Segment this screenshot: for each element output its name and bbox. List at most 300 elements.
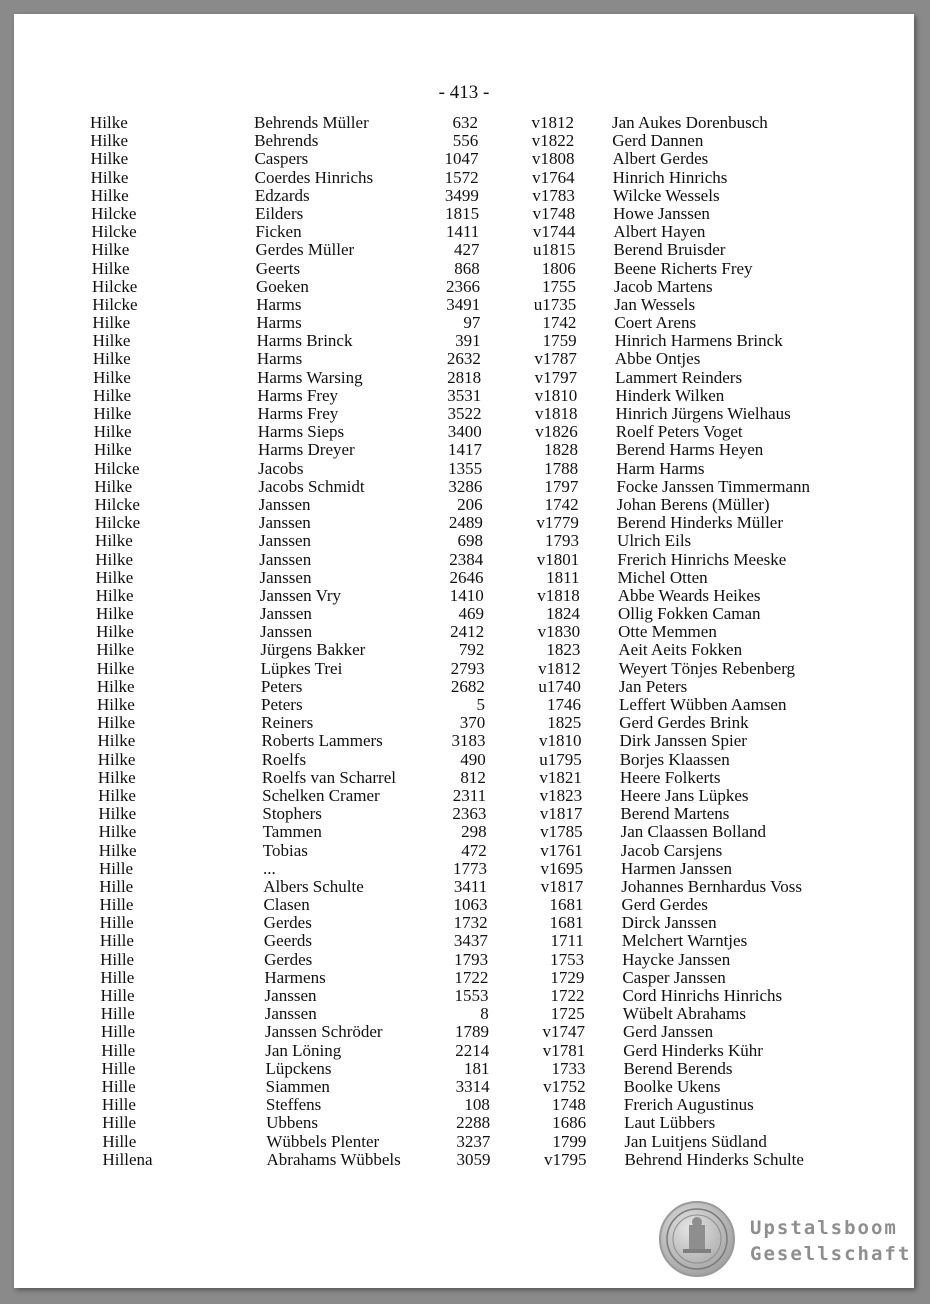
entry-number: 3286 <box>448 476 483 496</box>
given-name: Hille <box>101 1022 135 1042</box>
entry-number: 298 <box>461 822 487 842</box>
spouse-name: Dirck Janssen <box>621 913 717 933</box>
year: v1744 <box>532 222 576 242</box>
given-name: Hille <box>101 1095 136 1115</box>
surname: Tammen <box>262 822 322 842</box>
entry-number: 5 <box>476 695 486 714</box>
year: 1711 <box>550 931 584 951</box>
table-row <box>18 423 914 441</box>
spouse-name: Ollig Fokken Caman <box>617 604 761 624</box>
surname: Janssen <box>264 986 317 1005</box>
year: v1817 <box>540 876 584 896</box>
given-name: Hilke <box>93 367 131 387</box>
table-row <box>17 369 914 387</box>
surname: Caspers <box>254 149 309 169</box>
entry-number: 2366 <box>445 276 480 296</box>
table-row <box>20 569 915 587</box>
entry-number: 2632 <box>446 349 481 369</box>
given-name: Hilke <box>98 840 137 860</box>
year: u1740 <box>538 676 581 696</box>
entry-number: 472 <box>461 840 487 860</box>
surname: Janssen Schröder <box>265 1022 383 1042</box>
surname: Goeken <box>255 276 309 296</box>
given-name: Hilke <box>91 258 130 278</box>
surname: Behrends Müller <box>254 113 369 132</box>
spouse-name: Lammert Reinders <box>615 367 743 387</box>
spouse-name: Johan Berens (Müller) <box>616 494 770 514</box>
surname: Ubbens <box>266 1113 319 1133</box>
surname: Harms Sieps <box>257 422 345 442</box>
spouse-name: Jan Claassen Bolland <box>620 822 766 842</box>
table-row <box>25 1023 914 1041</box>
year: v1822 <box>531 131 575 151</box>
table-row <box>15 223 914 241</box>
surname: Harms <box>256 349 303 369</box>
surname: Janssen Vry <box>259 585 342 605</box>
given-name: Hilke <box>93 385 132 405</box>
spouse-name: Berend Harms Heyen <box>615 440 764 460</box>
surname: Lüpckens <box>265 1058 332 1078</box>
entry-number: 3522 <box>447 404 482 423</box>
table-row <box>19 551 914 569</box>
surname: Eilders <box>255 203 304 223</box>
given-name: Hille <box>99 858 134 878</box>
spouse-name: Ulrich Eils <box>617 531 692 551</box>
spouse-name: Heere Jans Lüpkes <box>620 785 749 805</box>
spouse-name: Heere Folkerts <box>619 767 721 787</box>
table-row <box>18 478 914 496</box>
table-row <box>23 823 914 841</box>
table-row <box>19 496 914 514</box>
given-name: Hille <box>100 1004 135 1024</box>
entry-number: 698 <box>457 531 484 551</box>
entry-number: 2412 <box>450 622 485 642</box>
year: 1748 <box>551 1095 586 1115</box>
year: 1811 <box>546 567 580 587</box>
year: v1785 <box>540 822 583 842</box>
given-name: Hilke <box>97 713 136 733</box>
surname: Geerts <box>255 258 301 278</box>
surname: Jacobs Schmidt <box>258 476 365 496</box>
given-name: Hilke <box>94 476 133 496</box>
spouse-name: Berend Hinderks Müller <box>616 513 784 533</box>
year: v1761 <box>540 840 583 860</box>
year: 1755 <box>541 276 576 296</box>
given-name: Hilcke <box>94 513 141 533</box>
given-name: Hilke <box>98 822 137 842</box>
given-name: Hilke <box>97 695 135 714</box>
entry-number: 3531 <box>447 385 482 405</box>
surname: Lüpkes Trei <box>260 658 343 678</box>
year: v1818 <box>535 404 578 423</box>
entry-number: 1572 <box>444 167 479 187</box>
entry-number: 1417 <box>447 440 482 460</box>
spouse-name: Michel Otten <box>617 567 708 587</box>
entry-number: 2214 <box>455 1040 490 1060</box>
entry-number: 3400 <box>447 422 482 442</box>
spouse-name: Frerich Augustinus <box>623 1095 754 1115</box>
year: v1830 <box>537 622 581 642</box>
year: 1793 <box>545 531 580 551</box>
given-name: Hilke <box>93 404 132 423</box>
table-row <box>21 714 914 732</box>
surname: Wübbels Plenter <box>266 1131 380 1151</box>
surname: Gerdes <box>263 913 312 933</box>
table-row <box>19 532 914 550</box>
spouse-name: Jan Peters <box>618 676 688 696</box>
name-register <box>14 114 914 1169</box>
year: 1806 <box>541 258 576 278</box>
spouse-name: Otte Memmen <box>618 622 717 642</box>
given-name: Hilcke <box>91 222 137 242</box>
given-name: Hilke <box>90 185 129 205</box>
table-row <box>26 1096 914 1114</box>
entry-number: 3237 <box>456 1131 491 1151</box>
page-number: - 413 - <box>438 82 490 103</box>
given-name: Hilcke <box>91 203 137 223</box>
surname: Roberts Lammers <box>261 731 383 751</box>
table-row <box>24 951 914 969</box>
given-name: Hilcke <box>92 294 138 314</box>
entry-number: 108 <box>464 1095 490 1115</box>
table-row <box>23 878 914 896</box>
table-row <box>18 460 914 478</box>
entry-number: 1410 <box>449 585 484 605</box>
given-name: Hilke <box>97 767 136 787</box>
entry-number: 3437 <box>453 931 488 951</box>
table-row <box>22 751 914 769</box>
table-row <box>17 332 914 350</box>
table-row <box>20 605 914 623</box>
year: v1818 <box>537 585 580 605</box>
entry-number: 370 <box>459 713 486 733</box>
entry-number: 1355 <box>448 458 483 478</box>
given-name: Hilke <box>92 313 131 333</box>
surname: Peters <box>261 695 303 714</box>
table-row <box>21 678 914 696</box>
given-name: Hilke <box>90 149 129 169</box>
spouse-name: Hinrich Hinrichs <box>612 167 728 187</box>
year: 1824 <box>545 604 580 624</box>
year: v1826 <box>535 422 578 442</box>
entry-number: 181 <box>463 1058 490 1078</box>
spouse-name: Roelf Peters Voget <box>615 422 743 442</box>
year: v1752 <box>543 1076 586 1096</box>
entry-number: 868 <box>454 258 480 278</box>
year: v1787 <box>534 349 577 369</box>
entry-number: 3491 <box>446 294 481 314</box>
spouse-name: Borjes Klaassen <box>619 749 730 769</box>
spouse-name: Albert Gerdes <box>612 149 709 169</box>
entry-number: 1047 <box>444 149 479 169</box>
given-name: Hillena <box>102 1149 153 1169</box>
surname: ... <box>263 858 276 878</box>
spouse-name: Melchert Warntjes <box>621 931 748 951</box>
year: 1823 <box>546 640 581 660</box>
given-name: Hille <box>102 1113 137 1133</box>
year: v1797 <box>534 367 578 387</box>
entry-number: 2288 <box>456 1113 491 1133</box>
given-name: Hilke <box>95 531 133 551</box>
year: u1795 <box>539 749 582 769</box>
given-name: Hilke <box>98 804 137 824</box>
year: 1753 <box>550 949 585 969</box>
table-row <box>21 660 914 678</box>
brand-line-2: Gesellschaft <box>750 1243 912 1265</box>
table-row <box>20 623 914 641</box>
given-name: Hille <box>100 986 135 1005</box>
entry-number: 469 <box>458 604 484 624</box>
spouse-name: Jacob Carsjens <box>620 840 723 860</box>
table-row <box>18 405 914 423</box>
entry-number: 391 <box>455 331 481 351</box>
spouse-name: Beene Richerts Frey <box>613 258 753 278</box>
table-row <box>17 350 914 368</box>
entry-number: 206 <box>457 494 483 514</box>
table-row <box>18 441 914 459</box>
spouse-name: Johannes Bernhardus Voss <box>621 876 802 896</box>
year: 1746 <box>547 695 582 714</box>
entry-number: 427 <box>454 240 480 260</box>
year: v1812 <box>531 113 574 132</box>
given-name: Hilke <box>90 131 128 151</box>
surname: Janssen <box>258 513 311 533</box>
given-name: Hilcke <box>91 276 138 296</box>
given-name: Hilke <box>97 731 136 751</box>
given-name: Hille <box>101 1058 136 1078</box>
given-name: Hilke <box>95 585 134 605</box>
entry-number: 1411 <box>445 222 480 242</box>
year: v1783 <box>532 185 575 205</box>
surname: Harms <box>256 294 302 314</box>
given-name: Hille <box>100 967 135 987</box>
given-name: Hilke <box>91 240 130 260</box>
year: v1779 <box>536 513 579 533</box>
spouse-name: Harmen Janssen <box>621 858 732 878</box>
given-name: Hilke <box>96 658 135 678</box>
spouse-name: Hinrich Harmens Brinck <box>614 331 783 351</box>
year: v1808 <box>531 149 575 169</box>
table-row <box>20 587 914 605</box>
year: 1742 <box>542 313 577 333</box>
given-name: Hilke <box>95 567 134 587</box>
table-row <box>25 1005 914 1023</box>
table-row <box>15 205 914 223</box>
table-row <box>26 1133 914 1151</box>
entry-number: 1815 <box>445 203 480 223</box>
year: v1795 <box>544 1149 587 1169</box>
brand-logo-text <box>750 1215 911 1267</box>
year: 1681 <box>549 913 584 933</box>
entry-number: 490 <box>460 749 486 769</box>
surname: Coerdes Hinrichs <box>254 167 374 187</box>
given-name: Hilke <box>95 604 134 624</box>
surname: Harmens <box>264 967 326 987</box>
entry-number: 1063 <box>453 895 488 915</box>
table-row <box>22 805 914 823</box>
given-name: Hille <box>102 1131 137 1151</box>
surname: Gerdes <box>264 949 313 969</box>
year: 1799 <box>552 1131 587 1151</box>
given-name: Hille <box>101 1076 136 1096</box>
spouse-name: Gerd Gerdes Brink <box>619 713 749 733</box>
table-row <box>16 241 914 259</box>
entry-number: 3499 <box>444 185 479 205</box>
table-row <box>14 114 914 132</box>
surname: Roelfs van Scharrel <box>261 767 396 787</box>
table-row <box>15 187 914 205</box>
spouse-name: Berend Bruisder <box>613 240 726 260</box>
table-row <box>24 914 914 932</box>
surname: Peters <box>260 676 303 696</box>
surname: Schelken Cramer <box>262 785 380 805</box>
table-row <box>23 842 914 860</box>
entry-number: 1773 <box>453 858 488 878</box>
spouse-name: Hinderk Wilken <box>615 385 725 405</box>
year: v1747 <box>542 1022 585 1042</box>
given-name: Hille <box>100 949 135 969</box>
spouse-name: Frerich Hinrichs Meeske <box>617 549 787 569</box>
table-row <box>22 769 914 787</box>
spouse-name: Laut Lübbers <box>624 1113 716 1133</box>
given-name: Hille <box>99 895 134 915</box>
year: 1825 <box>547 713 582 733</box>
year: v1801 <box>536 549 580 569</box>
spouse-name: Haycke Janssen <box>622 949 731 969</box>
spouse-name: Boolke Ukens <box>623 1076 721 1096</box>
spouse-name: Jan Wessels <box>614 294 696 314</box>
entry-number: 3314 <box>455 1076 490 1096</box>
year: v1823 <box>539 785 583 805</box>
year: v1817 <box>539 804 583 824</box>
document-page <box>14 14 914 1288</box>
entry-number: 2384 <box>449 549 484 569</box>
table-row <box>25 1042 914 1060</box>
spouse-name: Behrend Hinderks Schulte <box>624 1149 804 1169</box>
given-name: Hilke <box>95 549 134 569</box>
table-row <box>15 169 914 187</box>
given-name: Hilke <box>98 785 136 805</box>
spouse-name: Abbe Ontjes <box>614 349 701 369</box>
surname: Gerdes Müller <box>255 240 355 260</box>
given-name: Hille <box>99 876 134 896</box>
entry-number: 812 <box>460 767 486 787</box>
brand-line-1: Upstalsboom <box>750 1217 898 1239</box>
table-row <box>24 969 914 987</box>
year: 1729 <box>550 967 585 987</box>
table-row <box>20 641 914 659</box>
spouse-name: Aeit Aeits Fokken <box>618 640 743 660</box>
surname: Harms Warsing <box>257 367 363 387</box>
year: u1735 <box>533 294 577 314</box>
given-name: Hilke <box>97 749 136 769</box>
given-name: Hilke <box>90 113 128 132</box>
table-row <box>24 932 914 950</box>
entry-number: 2489 <box>448 513 483 533</box>
surname: Jürgens Bakker <box>260 640 366 660</box>
spouse-name: Casper Janssen <box>622 967 726 987</box>
surname: Harms Frey <box>257 404 339 423</box>
table-row <box>14 150 914 168</box>
entry-number: 3059 <box>456 1149 491 1169</box>
entry-number: 2793 <box>450 658 485 678</box>
spouse-name: Wilcke Wessels <box>612 185 720 205</box>
year: v1810 <box>538 731 582 751</box>
spouse-name: Gerd Janssen <box>623 1022 714 1042</box>
table-row <box>27 1151 914 1169</box>
entry-number: 632 <box>452 113 478 132</box>
given-name: Hilke <box>96 622 134 642</box>
table-row <box>25 987 914 1005</box>
year: v1695 <box>540 858 584 878</box>
given-name: Hille <box>99 931 134 951</box>
surname: Steffens <box>265 1095 322 1115</box>
table-row <box>23 860 914 878</box>
table-row <box>25 1060 914 1078</box>
entry-number: 1722 <box>454 967 489 987</box>
spouse-name: Dirk Janssen Spier <box>619 731 747 751</box>
spouse-name: Jan Aukes Dorenbusch <box>612 113 768 132</box>
year: 1797 <box>544 476 579 496</box>
surname: Siammen <box>265 1076 330 1096</box>
surname: Janssen <box>264 1004 317 1024</box>
spouse-name: Jacob Martens <box>613 276 713 296</box>
surname: Harms <box>256 313 302 333</box>
spouse-name: Hinrich Jürgens Wielhaus <box>615 404 791 423</box>
surname: Tobias <box>262 840 308 860</box>
given-name: Hilke <box>92 349 131 369</box>
surname: Janssen <box>259 567 312 587</box>
spouse-name: Abbe Weards Heikes <box>617 585 761 605</box>
entry-number: 1732 <box>453 913 488 933</box>
surname: Geerds <box>263 931 313 951</box>
table-row <box>21 732 914 750</box>
year: 1828 <box>543 440 578 460</box>
year: 1681 <box>549 895 584 915</box>
entry-number: 97 <box>463 313 481 333</box>
surname: Reiners <box>261 713 314 733</box>
spouse-name: Gerd Gerdes <box>621 895 708 915</box>
entry-number: 556 <box>452 131 479 151</box>
entry-number: 2682 <box>450 676 485 696</box>
entry-number: 792 <box>458 640 485 660</box>
surname: Behrends <box>254 131 319 151</box>
spouse-name: Focke Janssen Timmermann <box>616 476 810 496</box>
surname: Stophers <box>262 804 322 824</box>
entry-number: 1789 <box>455 1022 489 1042</box>
spouse-name: Howe Janssen <box>613 203 710 223</box>
table-row <box>16 296 914 314</box>
given-name: Hilke <box>90 167 129 187</box>
surname: Albers Schulte <box>263 876 364 896</box>
surname: Janssen <box>259 531 311 551</box>
spouse-name: Jan Luitjens Südland <box>624 1131 767 1151</box>
spouse-name: Coert Arens <box>614 313 697 333</box>
surname: Ficken <box>255 222 302 242</box>
table-row <box>26 1114 914 1132</box>
year: v1748 <box>532 203 576 223</box>
table-row <box>19 514 914 532</box>
spouse-name: Leffert Wübben Aamsen <box>619 695 787 714</box>
surname: Jacobs <box>258 458 304 478</box>
year: 1725 <box>550 1004 585 1024</box>
entry-number: 2363 <box>452 804 487 824</box>
spouse-name: Harm Harms <box>616 458 705 478</box>
given-name: Hille <box>101 1040 136 1060</box>
surname: Abrahams Wübbels <box>266 1149 401 1169</box>
given-name: Hilcke <box>94 458 140 478</box>
table-row <box>21 696 914 714</box>
